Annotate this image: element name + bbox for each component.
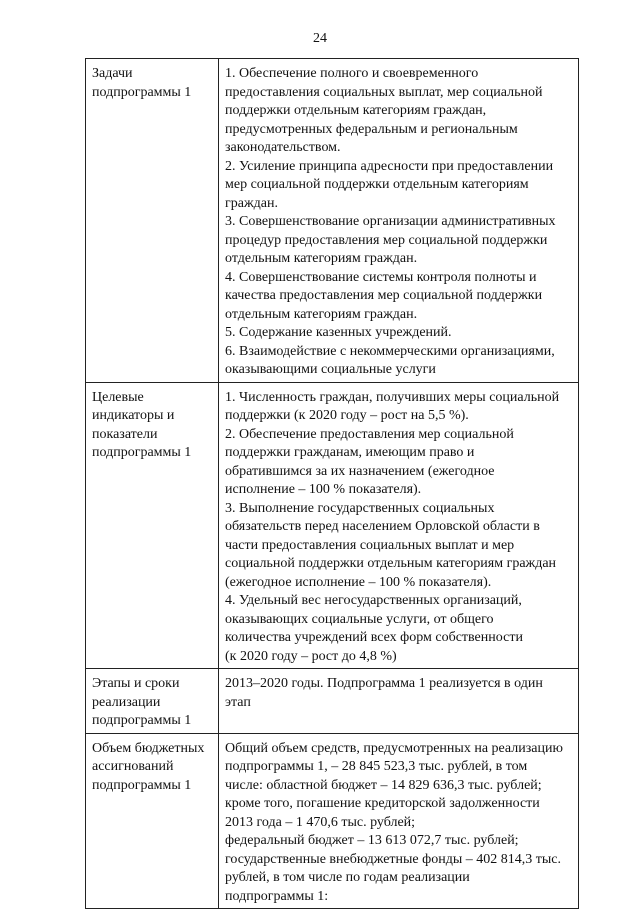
content-line: 4. Совершенствование системы контроля полноты и: [225, 269, 537, 285]
content-line: количества учреждений всех форм собственности: [225, 630, 523, 645]
content-line: оказывающих социальные услуги, от общего: [225, 611, 494, 627]
content-line: 1. Обеспечение полного и своевременного: [225, 66, 479, 81]
content-line: 2. Усиление принципа адресности при предоставлении: [225, 158, 554, 174]
content-line: 4. Удельный вес негосударственных организаций,: [225, 593, 522, 608]
table-row-tasks: [86, 59, 579, 383]
content-line: кроме того, погашение кредиторской задолженности: [225, 796, 540, 811]
row-label-line: подпрограммы 1: [92, 445, 192, 460]
row-content-cell: [219, 382, 579, 669]
table-row-stages: [86, 669, 579, 734]
content-line: оказывающими социальные услуги: [225, 362, 436, 377]
page-number: 24: [313, 31, 327, 46]
row-label-line: реализации: [92, 694, 161, 710]
content-line: 2013 года – 1 470,6 тыс. рублей;: [225, 814, 416, 830]
row-label-line: подпрограммы 1: [92, 777, 192, 793]
content-line: федеральный бюджет – 13 613 072,7 тыс. рублей;: [225, 833, 519, 848]
content-line: поддержки гражданам, имеющим право и: [225, 445, 475, 460]
content-line: 5. Содержание казенных учреждений.: [225, 325, 452, 340]
content-line: 3. Выполнение государственных социальных: [225, 500, 495, 516]
content-line: 2. Обеспечение предоставления мер социальной: [225, 426, 514, 442]
row-label-line: Объем бюджетных: [92, 740, 205, 756]
content-line: 3. Совершенствование организации административных: [225, 214, 556, 229]
content-line: обязательств перед населением Орловской области в: [225, 519, 540, 534]
row-content-cell: [219, 59, 579, 383]
row-label-line: показатели: [92, 426, 158, 442]
row-label-cell: [86, 382, 219, 669]
content-line: предоставления социальных выплат, мер социальной: [225, 84, 543, 100]
content-line: исполнение – 100 % показателя).: [225, 482, 422, 497]
content-line: мер социальной поддержки отдельным категориям: [225, 177, 529, 192]
content-line: социальной поддержки отдельным категориям граждан: [225, 556, 557, 571]
subprogram-passport-table: [85, 58, 579, 909]
content-line: рублей, в том числе по годам реализации: [225, 870, 470, 885]
content-line: предусмотренных федеральным и региональным: [225, 121, 518, 137]
row-content-cell: [219, 733, 579, 909]
content-line: граждан.: [225, 195, 278, 211]
row-label-line: индикаторы и: [92, 408, 175, 423]
content-line: этап: [225, 694, 251, 710]
content-line: поддержки (к 2020 году – рост на 5,5 %).: [225, 408, 469, 423]
row-label-line: Задачи: [92, 66, 133, 81]
content-line: (к 2020 году – рост до 4,8 %): [225, 648, 397, 664]
content-line: законодательством.: [225, 140, 341, 155]
content-line: Общий объем средств, предусмотренных на реализацию: [225, 740, 563, 756]
content-line: подпрограммы 1:: [225, 888, 329, 904]
content-line: подпрограммы 1, – 28 845 523,3 тыс. рублей, в том: [225, 759, 528, 774]
row-label-line: подпрограммы 1: [92, 84, 192, 100]
row-label-line: Целевые: [92, 389, 144, 405]
content-line: отдельным категориям граждан.: [225, 306, 418, 322]
row-content-cell: [219, 669, 579, 734]
content-line: (ежегодное исполнение – 100 % показателя).: [225, 574, 492, 590]
content-line: числе: областной бюджет – 14 829 636,3 тыс. рублей;: [225, 777, 542, 793]
content-line: части предоставления социальных выплат и мер: [225, 537, 515, 553]
row-label-cell: [86, 733, 219, 909]
content-line: процедур предоставления мер социальной поддержки: [225, 232, 548, 248]
content-line: 6. Взаимодействие с некоммерческими организациями,: [225, 343, 555, 359]
row-label-line: Этапы и сроки: [92, 676, 180, 691]
content-line: обратившимся за их назначением (ежегодное: [225, 463, 495, 479]
content-line: государственные внебюджетные фонды – 402 814,3 тыс.: [225, 851, 561, 867]
content-line: 1. Численность граждан, получивших меры социальной: [225, 389, 560, 405]
row-label-cell: [86, 59, 219, 383]
table-row-indicators: [86, 382, 579, 669]
content-line: 2013–2020 годы. Подпрограмма 1 реализуется в один: [225, 676, 543, 691]
table-row-budget: [86, 733, 579, 909]
row-label-cell: [86, 669, 219, 734]
row-label-line: ассигнований: [92, 759, 174, 774]
content-line: поддержки отдельным категориям граждан,: [225, 103, 487, 118]
content-line: качества предоставления мер социальной поддержки: [225, 288, 543, 303]
row-label-line: подпрограммы 1: [92, 713, 192, 728]
content-line: отдельным категориям граждан.: [225, 251, 418, 266]
